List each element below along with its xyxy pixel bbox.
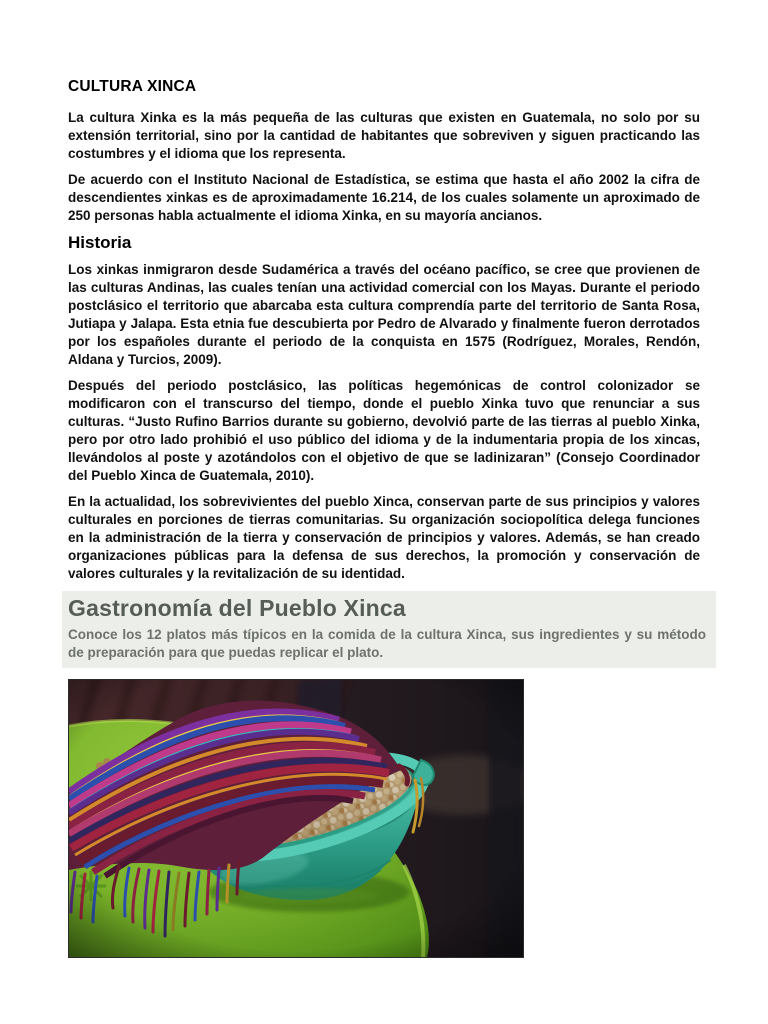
corn-bowl-photo-svg [69,680,523,957]
historia-paragraph-3: En la actualidad, los sobrevivientes del pueblo Xinca, conservan parte de sus principios y valores culturales en porciones de tierras comunitarias. Su organización sociopolítica delega funciones en la administración de la tierra y conservación de principios y valores. Además, se han creado organizaciones públicas para la defensa de sus derechos, la promoción y conservación de valores culturales y la revitalización de su identidad. [68,494,700,581]
intro-paragraph-1: La cultura Xinka es la más pequeña de las culturas que existen en Guatemala, no solo por su extensión territorial, sino por la cantidad de habitantes que sobreviven y siguen practicando las costumbres y el idioma que los representa. [68,110,700,161]
intro-paragraph-2: De acuerdo con el Instituto Nacional de Estadística, se estima que hasta el año 2002 la cifra de descendientes xinkas es de aproximadamente 16.214, de los cuales solamente un aproximado de 250 personas habla actualmente el idioma Xinka, en su mayoría ancianos. [68,172,700,223]
historia-paragraph-1: Los xinkas inmigraron desde Sudamérica a través del océano pacífico, se cree que provienen de las culturas Andinas, las cuales tenían una actividad comercial con los Mayas. Durante el periodo postclásico el territorio que abarcaba esta cultura comprendía parte del territorio de Santa Rosa, Jutiapa y Jalapa. Esta etnia fue descubierta por Pedro de Alvarado y finalmente fueron derrotados por los españoles durante el periodo de la conquista en 1575 (Rodríguez, Morales, Rendón, Aldana y Turcios, 2009). [68,262,700,367]
gastronomia-highlight-band [62,591,716,668]
gastronomia-heading: Gastronomía del Pueblo Xinca [68,595,406,621]
gastronomia-intro: Conoce los 12 platos más típicos en la comida de la cultura Xinca, sus ingredientes y su método de preparación para que puedas replicar el plato. [68,627,706,660]
corn-bowl-photo [68,679,524,958]
historia-heading: Historia [68,233,132,252]
historia-paragraph-2: Después del periodo postclásico, las políticas hegemónicas de control colonizador se modificaron con el transcurso del tiempo, donde el pueblo Xinka tuvo que renunciar a sus culturas. “Justo Rufino Barrios durante su gobierno, devolvió parte de las tierras al pueblo Xinka, pero por otro lado prohibió el uso público del idioma y de la indumentaria propia de los xincas, llevándolos al poste y azotándolos con el objetivo de que se ladinizaran” (Consejo Coordinador del Pueblo Xinca de Guatemala, 2010). [68,378,700,483]
page-title: CULTURA XINCA [68,78,197,95]
photo-vignette [69,680,523,957]
